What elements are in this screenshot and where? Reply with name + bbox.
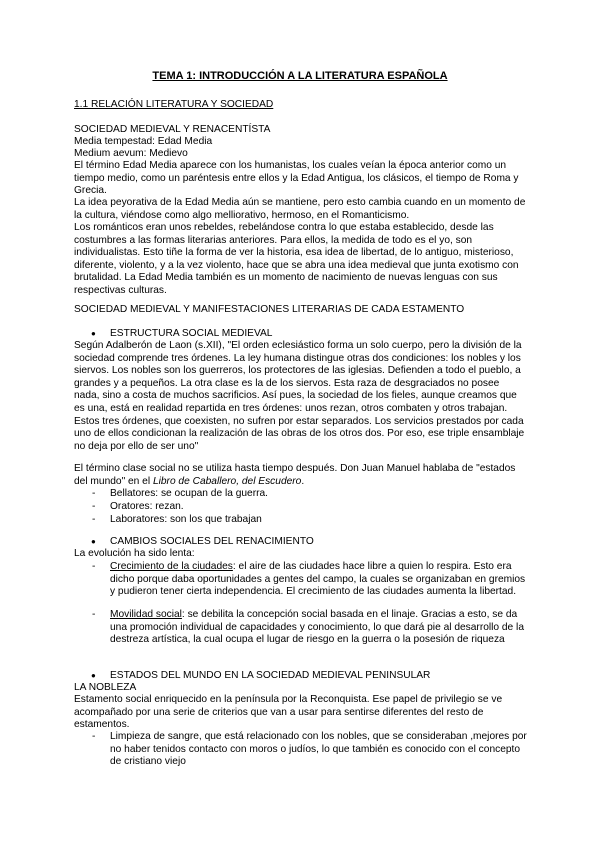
list-item-label: Movilidad social: [110, 609, 182, 620]
paragraph-media-tempestad: Media tempestad: Edad Media: [74, 136, 213, 147]
list-item-bellatores: [92, 488, 530, 501]
paragraph-edad-media: El término Edad Media aparece con los humanistas, los cuales veían la época anterior como un tiempo medio, como un paréntesis entre ellos y la Edad Antigua, los clásicos, el tiempo de Roma y Grecia.: [74, 160, 519, 197]
dash-marker: -: [92, 514, 96, 525]
dash-marker: -: [92, 488, 96, 499]
dash-marker: -: [92, 501, 96, 512]
list-item-laboratores: [92, 514, 530, 527]
section-heading-estamentos: SOCIEDAD MEDIEVAL Y MANIFESTACIONES LITERARIAS DE CADA ESTAMENTO: [74, 304, 465, 315]
list-item-crecimiento-ciudades: [92, 561, 530, 599]
list-item-text: Laboratores: son los que trabajan: [110, 514, 262, 525]
dash-marker: -: [92, 609, 96, 620]
paragraph-nobleza: Estamento social enriquecido en la península por la Reconquista. Ese papel de privilegio se ve acompañado por una serie de criterios que van a usar para sentirse diferentes del resto de estamentos.: [74, 694, 503, 731]
document-title: TEMA 1: INTRODUCCIÓN A LA LITERATURA ESPAÑOLA: [152, 70, 448, 82]
paragraph-evolucion: La evolución ha sido lenta:: [74, 548, 195, 559]
list-item-oratores: [92, 501, 530, 514]
list-item-text: Bellatores: se ocupan de la guerra.: [110, 488, 269, 499]
bullet-heading-estructura-social: ● ESTRUCTURA SOCIAL MEDIEVAL: [110, 328, 530, 341]
paragraph-idea-peyorativa: La idea peyorativa de la Edad Media aún se mantiene, pero esto cambia cuando en un momento de la cultura, viéndose como algo melliorativo, hermoso, en el Romanticismo.: [74, 197, 526, 221]
list-item-text: : el aire de las ciudades hace libre a quien lo respira. Esto era dicho porque daba oportunidades a gentes del campo, la cuales se organizaban en gremios y pudieron tener cierta independencia. El crecimiento de las ciudades aumenta la libertad.: [110, 561, 526, 598]
dash-marker: -: [92, 561, 96, 572]
list-item-text: : se debilita la concepción social basada en el linaje. Gracias a esto, se da una promoción individual de capacidades y conocimiento, lo que dará pie al desarrollo de la destreza artística, la cual ocupa el lugar de riesgo en la guerra o la posesión de riqueza: [110, 609, 524, 646]
list-item-text: Limpieza de sangre, que está relacionado con los nobles, que se consideraban ,mejores por no haber tenidos contacto con moros o judíos, lo que también es conocido con el concepto de cristiano viejo: [110, 731, 527, 768]
clase-end: .: [301, 475, 305, 487]
book-title: Libro de Caballero, del Escudero: [152, 475, 302, 487]
paragraph-medium-aevum: Medium aevum: Medievo: [74, 148, 188, 159]
list-item-label: Crecimiento de la ciudades: [110, 561, 233, 572]
dash-marker: -: [92, 731, 96, 742]
paragraph-romanticos: Los románticos eran unos rebeldes, rebelándose contra lo que estaba establecido, desde las costumbres a las formas literarias anteriores. Para ellos, la medida de todo es el yo, son individualistas. Esto tiñe la forma de ver la historia, esa idea de libertad, de lo antiguo, misterioso, diferente, violento, y a la vez violento, hace que se abra una idea medieval que junta exotismo con brutalidad. La Edad Media también es un momento de nacimiento de nuevas lenguas con sus respectivas culturas.: [74, 222, 519, 296]
bullet-heading-cambios-sociales: ● CAMBIOS SOCIALES DEL RENACIMIENTO: [110, 536, 530, 549]
list-item-movilidad-social: [92, 609, 530, 647]
section-heading-nobleza: LA NOBLEZA: [74, 682, 137, 693]
bullet-heading-estados-mundo: ● ESTADOS DEL MUNDO EN LA SOCIEDAD MEDIEVAL PENINSULAR: [110, 670, 530, 683]
section-heading-sociedad-medieval: SOCIEDAD MEDIEVAL Y RENACENTÍSTA: [74, 124, 271, 135]
section-heading-1-1: 1.1 RELACIÓN LITERATURA Y SOCIEDAD: [74, 99, 274, 110]
list-item-limpieza-sangre: [92, 731, 530, 769]
paragraph-clase-social: [74, 463, 526, 488]
clase-text: El término clase social no se utiliza hasta tiempo después. Don Juan Manuel hablaba de "estados del mundo" en el: [74, 463, 516, 487]
paragraph-adalberon: Según Adalberón de Laon (s.XII), "El orden eclesiástico forma un solo cuerpo, pero la división de la sociedad comprende tres órdenes. La ley humana distingue otras dos condiciones: los nobles y los siervos. Los nobles son los guerreros, los protectores de las iglesias. Defienden a todo el pueblo, a grandes y a pequeños. La otra clase es la de los siervos. Esta raza de desgraciados no posee nada, sino a costa de muchos sacrificios. Así pues, la sociedad de los fieles, aunque creamos que es una, está en realidad repartida en tres órdenes: unos rezan, otros combaten y otros trabajan. Estos tres órdenes, que coexisten, no sufren por estar separados. Los servicios prestados por cada uno de ellos condicionan la realización de las obras de los otros dos. Por eso, ese triple ensamblaje no deja por ello de ser uno": [74, 340, 525, 452]
list-item-text: Oratores: rezan.: [110, 501, 184, 512]
